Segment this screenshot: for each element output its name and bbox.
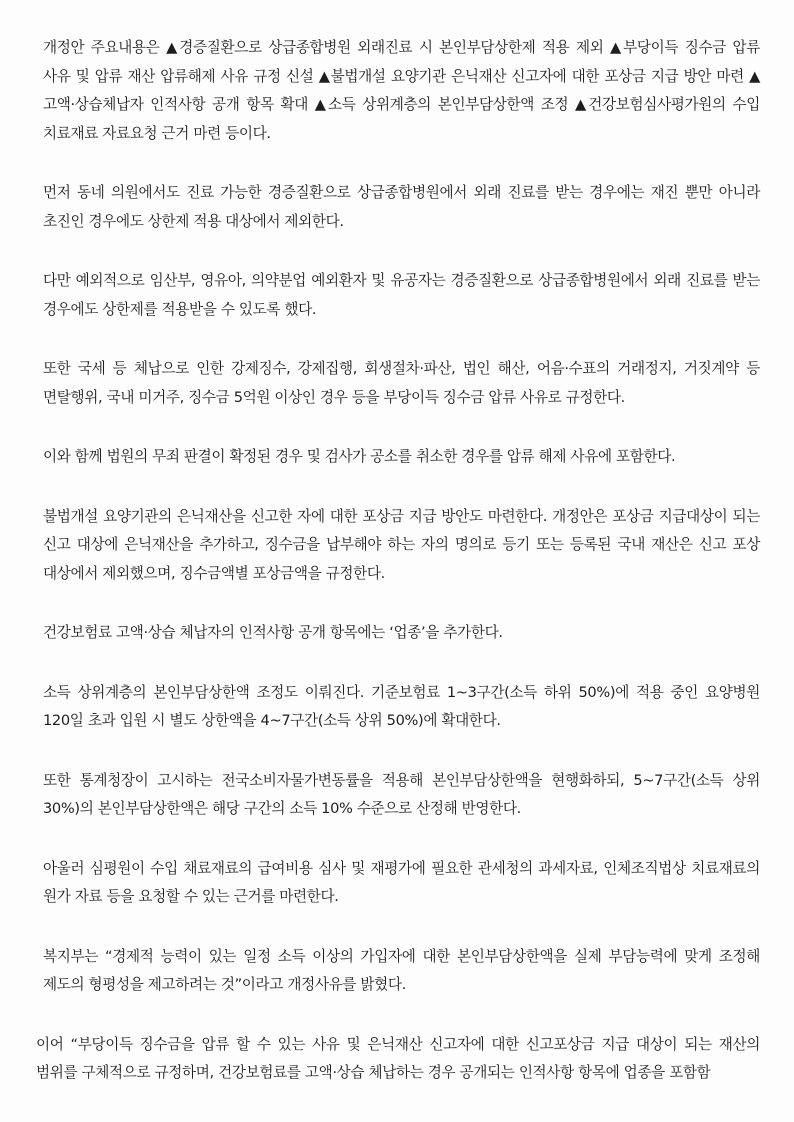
paragraph-hira-data-request: 아울러 심평원이 수입 채료재료의 급여비용 심사 및 재평가에 필요한 관세청의 과세자료, 인체조직법상 치료재료의 원가 자료 등을 요청할 수 있는 근거를 마련한다. bbox=[43, 859, 760, 905]
paragraph-cpi-indexing: 또한 통계청장이 고시하는 전국소비자물가변동률을 적용해 본인부담상한액을 현행화하되, 5~7구간(소득 상위 30%)의 본인부담상한액은 해당 구간의 소득 10% 수준으로 산정해 반영한다. bbox=[43, 771, 760, 817]
paragraph-cap-adjustment: 소득 상위계층의 본인부담상한액 조정도 이뤄진다. 기준보험료 1~3구간(소득 하위 50%)에 적용 중인 요양병원 120일 초과 입원 시 별도 상한액을 4~7구간(소득 상위 50%)에 확대한다. bbox=[43, 683, 760, 729]
paragraph-summary: 개정안 주요내용은 ▲경증질환으로 상급종합병원 외래진료 시 본인부담상한제 적용 제외 ▲부당이득 징수금 압류 사유 및 압류 재산 압류해제 사유 규정 신설 ▲불법개설 요양기관 은닉재산 신고자에 대한 포상금 지급 방안 마련 ▲고액·상습체납자 인적사항 공개 항목 확대 ▲소득 상위계층의 본인부담상한액 조정 ▲건강보험심사평가원의 수입 치료재료 자료요청 근거 마련 등이다. bbox=[43, 39, 760, 142]
paragraph-seizure-grounds: 또한 국세 등 체납으로 인한 강제징수, 강제집행, 회생절차·파산, 법인 해산, 어음·수표의 거래정지, 거짓계약 등 면탈행위, 국내 미거주, 징수금 5억원 이상인 경우 등을 부당이득 징수금 압류 사유로 규정한다. bbox=[43, 360, 760, 406]
paragraph-exceptions: 다만 예외적으로 임산부, 영유아, 의약분업 예외환자 및 유공자는 경증질환으로 상급종합병원에서 외래 진료를 받는 경우에도 상한제를 적용받을 수 있도록 했다. bbox=[43, 272, 760, 318]
paragraph-disclosure-items: 건강보험료 고액·상습 체납자의 인적사항 공개 항목에는 ‘업종’을 추가한다. bbox=[43, 624, 503, 641]
paragraph-continued-quote: 이어 “부당이득 징수금을 압류 할 수 있는 사유 및 은닉재산 신고자에 대한 신고포상금 지급 대상이 되는 재산의 범위를 구체적으로 규정하며, 건강보험료를 고액·상습 체납하는 경우 공개되는 인적사항 항목에 업종을 포함함 bbox=[36, 1035, 760, 1081]
paragraph-seizure-release: 이와 함께 법원의 무죄 판결이 확정된 경우 및 검사가 공소를 취소한 경우를 압류 해제 사유에 포함한다. bbox=[43, 448, 676, 465]
paragraph-mild-disease-exclusion: 먼저 동네 의원에서도 진료 가능한 경증질환으로 상급종합병원에서 외래 진료를 받는 경우에는 재진 뿐만 아니라 초진인 경우에도 상한제 적용 대상에서 제외한다. bbox=[43, 184, 760, 230]
paragraph-reward-scheme: 불법개설 요양기관의 은닉재산을 신고한 자에 대한 포상금 지급 방안도 마련한다. 개정안은 포상금 지급대상이 되는 신고 대상에 은닉재산을 추가하고, 징수금을 납부해야 하는 자의 명의로 등기 또는 등록된 국내 재산은 신고 포상 대상에서 제외했으며, 징수금액별 포상금액을 규정한다. bbox=[43, 507, 760, 582]
paragraph-ministry-quote: 복지부는 “경제적 능력이 있는 일정 소득 이상의 가입자에 대한 본인부담상한액을 실제 부담능력에 맞게 조정해 제도의 형평성을 제고하려는 것”이라고 개정사유를 밝혔다. bbox=[43, 947, 760, 993]
article-body bbox=[36, 34, 760, 1119]
